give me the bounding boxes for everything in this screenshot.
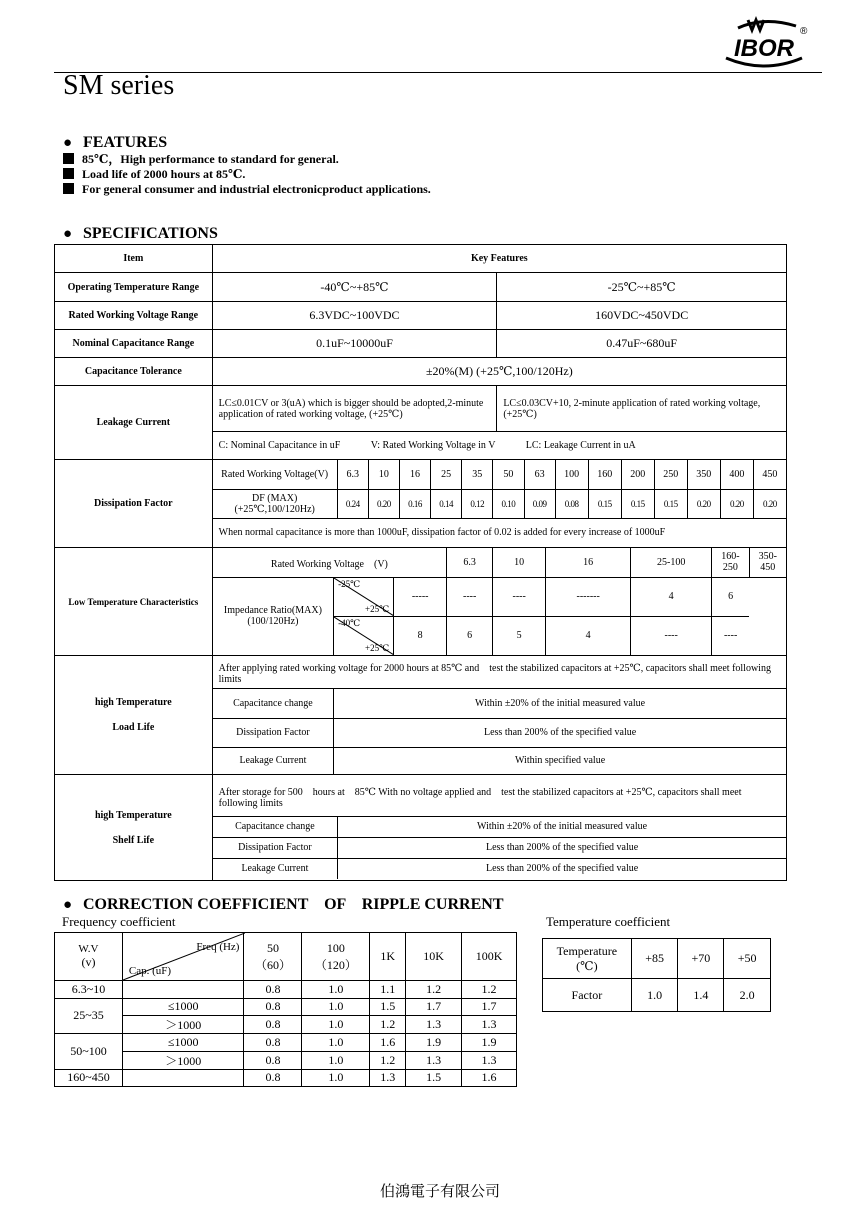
- temp-col-header: +70: [678, 939, 724, 979]
- wv-cell: 6.3~10: [55, 981, 123, 999]
- ripple-heading: CORRECTION COEFFICIENT OF RIPPLE CURRENT: [83, 896, 504, 913]
- freq-col-header: 10K: [406, 933, 462, 981]
- df-value-cell: 0.20: [720, 489, 753, 518]
- lowtemp-ratio-25: -------: [546, 577, 631, 616]
- lowtemp-table: [213, 548, 786, 655]
- df-value-cell: 0.20: [687, 489, 720, 518]
- cap-cell: [122, 1069, 244, 1087]
- freq-col-header: 100K: [462, 933, 517, 981]
- ripple-heading-row: [63, 891, 504, 914]
- df-value-cell: 0.09: [524, 489, 555, 518]
- cap-cell: ＞1000: [122, 1016, 244, 1034]
- coef-cell: 1.7: [462, 998, 517, 1016]
- cap-cell: [122, 981, 244, 999]
- temperature-label: Temperature (℃): [543, 939, 632, 979]
- voltage-a: 6.3VDC~100VDC: [212, 302, 497, 330]
- df-value-cell: 0.12: [462, 489, 493, 518]
- op-temp-a: -40℃~+85℃: [212, 273, 497, 302]
- cap-cell: ≤1000: [122, 998, 244, 1016]
- coef-cell: 1.0: [302, 998, 370, 1016]
- footer-company: 伯鴻電子有限公司: [379, 1184, 500, 1200]
- df-value-cell: 0.08: [555, 489, 588, 518]
- wv-cell: 160~450: [55, 1069, 123, 1087]
- capacitance-label: Nominal Capacitance Range: [55, 330, 213, 358]
- loadlife-cell: [212, 656, 786, 775]
- coef-cell: 0.8: [244, 1016, 302, 1034]
- df-note: When normal capacitance is more than 1000uF, dissipation factor of 0.02 is added for every increase of 1000uF: [213, 518, 786, 547]
- wv-cell: 50~100: [55, 1034, 123, 1070]
- leakage-a: LC≤0.01CV or 3(uA) which is bigger should be adopted,2-minute application of rated working voltage, (+25℃): [212, 386, 497, 432]
- lowtemp-ratio-40: ----: [712, 616, 749, 655]
- cap-cell: ≤1000: [122, 1034, 244, 1052]
- df-voltage-cell: 25: [431, 460, 462, 489]
- op-temp-b: -25℃~+85℃: [497, 273, 787, 302]
- coef-cell: 0.8: [244, 981, 302, 999]
- loadlife-label: high Temperature Load Life: [55, 656, 213, 775]
- registered-mark: ®: [800, 26, 808, 37]
- freq-col-header: 50 （60）: [244, 933, 302, 981]
- df-value-cell: 0.10: [493, 489, 524, 518]
- coef-cell: 1.3: [462, 1016, 517, 1034]
- df-voltage-cell: 350: [687, 460, 720, 489]
- df-value-cell: 0.16: [399, 489, 430, 518]
- features-heading: FEATURES: [83, 134, 168, 151]
- table-row: [55, 1016, 517, 1034]
- df-voltage-cell: 50: [493, 460, 524, 489]
- coef-cell: 1.5: [406, 1069, 462, 1087]
- lowtemp-cell: [212, 548, 786, 656]
- lowtemp-ratio-40: 5: [493, 616, 546, 655]
- frequency-coefficient-table: [54, 932, 517, 1087]
- feature-item: 85℃，High performance to standard for general.: [63, 152, 431, 167]
- coef-cell: 1.0: [302, 1069, 370, 1087]
- df-voltage-cell: 16: [399, 460, 430, 489]
- temp-col-header: +50: [724, 939, 771, 979]
- lowtemp-ratio-25: 4: [631, 577, 712, 616]
- df-max-label: DF (MAX) (+25℃,100/120Hz): [213, 489, 338, 518]
- lowtemp-ratio-25: ----: [493, 577, 546, 616]
- features-section: [63, 134, 431, 197]
- lowtemp-ratio-40: 4: [546, 616, 631, 655]
- lowtemp-label: Low Temperature Characteristics: [55, 548, 213, 656]
- coef-cell: 1.6: [462, 1069, 517, 1087]
- table-row: [55, 1069, 517, 1087]
- coef-cell: 1.7: [406, 998, 462, 1016]
- leakage-legend: C: Nominal Capacitance in uF V: Rated Working Voltage in V LC: Leakage Current in uA: [212, 432, 786, 460]
- df-value-cell: 0.15: [588, 489, 621, 518]
- df-voltage-cell: 10: [368, 460, 399, 489]
- lowtemp-ratio-25: ----: [447, 577, 493, 616]
- table-row: [55, 1034, 517, 1052]
- df-value-cell: 0.20: [368, 489, 399, 518]
- specifications-table: [54, 244, 787, 881]
- coef-cell: 1.0: [302, 1016, 370, 1034]
- leakage-b: LC≤0.03CV+10, 2-minute application of rated working voltage, (+25℃): [497, 386, 787, 432]
- shelflife-label: high Temperature Shelf Life: [55, 775, 213, 881]
- shelflife-cell: [212, 775, 786, 881]
- temperature-coefficient-table: [542, 938, 771, 1012]
- square-bullet-icon: [63, 168, 74, 179]
- bullet-icon: ●: [63, 897, 73, 913]
- coef-cell: 1.2: [370, 1016, 406, 1034]
- col-item-header: Item: [55, 245, 213, 273]
- coef-cell: 1.6: [370, 1034, 406, 1052]
- shelflife-table: After storage for 500 hours at 85℃ With no voltage applied and test the stabilized capacitors at +25℃, capacitors shall meet following limits Capacitance change Within ±20% of the initial measured value Dissipation Factor Less than 200% of the specified value Leakage Current Less than 200% of the specified value: [213, 776, 786, 879]
- leakage-label: Leakage Current: [55, 386, 213, 460]
- coef-cell: 1.2: [462, 981, 517, 999]
- freq-col-header: 1K: [370, 933, 406, 981]
- df-voltage-cell: 6.3: [337, 460, 368, 489]
- lowtemp-ratio-25: -----: [394, 577, 447, 616]
- coef-cell: 1.0: [302, 1034, 370, 1052]
- capacitance-b: 0.47uF~680uF: [497, 330, 787, 358]
- df-label: Dissipation Factor: [55, 460, 213, 548]
- df-value-cell: 0.20: [753, 489, 786, 518]
- coef-cell: 1.5: [370, 998, 406, 1016]
- coef-cell: 1.1: [370, 981, 406, 999]
- factor-label: Factor: [543, 979, 632, 1012]
- tolerance-label: Capacitance Tolerance: [55, 358, 213, 386]
- wv-header: W.V (v): [55, 933, 123, 981]
- coef-cell: 1.3: [406, 1051, 462, 1069]
- df-value-cell: 0.15: [654, 489, 687, 518]
- temp-coef-title: Temperature coefficient: [546, 914, 671, 929]
- wv-cell: 25~35: [55, 998, 123, 1034]
- df-voltage-cell: 35: [462, 460, 493, 489]
- df-table: [213, 460, 786, 547]
- freq-coef-title: Frequency coefficient: [62, 914, 176, 929]
- df-value-cell: 0.15: [621, 489, 654, 518]
- table-row: [55, 1051, 517, 1069]
- bullet-icon: ●: [63, 135, 73, 151]
- coef-cell: 1.3: [370, 1069, 406, 1087]
- page-title: SM series: [63, 70, 175, 101]
- lowtemp-ratio-25: 6: [712, 577, 749, 616]
- df-value-cell: 0.14: [431, 489, 462, 518]
- col-key-header: Key Features: [212, 245, 786, 273]
- df-voltage-cell: 100: [555, 460, 588, 489]
- loadlife-intro: After applying rated working voltage for 2000 hours at 85℃ and test the stabilized capacitors at +25℃, capacitors shall meet following limits: [213, 656, 786, 688]
- op-temp-label: Operating Temperature Range: [55, 273, 213, 302]
- voltage-label: Rated Working Voltage Range: [55, 302, 213, 330]
- lowtemp-ratio-40: 8: [394, 616, 447, 655]
- feature-item: For general consumer and industrial electronicproduct applications.: [63, 182, 431, 197]
- specs-heading: SPECIFICATIONS: [83, 225, 218, 242]
- coef-cell: 0.8: [244, 998, 302, 1016]
- df-voltage-cell: 400: [720, 460, 753, 489]
- lowtemp-voltage-cell: 160-250: [712, 548, 749, 577]
- logo-text: IBOR: [734, 35, 794, 62]
- df-voltage-cell: 160: [588, 460, 621, 489]
- temp-col-header: +85: [631, 939, 678, 979]
- shelflife-intro: After storage for 500 hours at 85℃ With no voltage applied and test the stabilized capacitors at +25℃, capacitors shall meet following limits: [213, 776, 786, 816]
- coef-cell: 1.3: [462, 1051, 517, 1069]
- coef-cell: 0.8: [244, 1069, 302, 1087]
- df-value-cell: 0.24: [337, 489, 368, 518]
- cap-cell: ＞1000: [122, 1051, 244, 1069]
- df-voltage-cell: 250: [654, 460, 687, 489]
- df-voltage-label: Rated Working Voltage(V): [213, 460, 338, 489]
- square-bullet-icon: [63, 153, 74, 164]
- table-row: [55, 981, 517, 999]
- freq-cap-header: Freq (Hz) Cap. (uF): [122, 933, 244, 981]
- bullet-icon: ●: [63, 226, 73, 242]
- coef-cell: 0.8: [244, 1051, 302, 1069]
- feature-item: Load life of 2000 hours at 85℃.: [63, 167, 431, 182]
- coef-cell: 1.0: [302, 981, 370, 999]
- lowtemp-voltage-cell: 6.3: [447, 548, 493, 577]
- df-cell: [212, 460, 786, 548]
- coef-cell: 1.9: [406, 1034, 462, 1052]
- loadlife-table: After applying rated working voltage for 2000 hours at 85℃ and test the stabilized capacitors at +25℃, capacitors shall meet following limits Capacitance change Within ±20% of the initial measured value Dissipation Factor Less than 200% of the specified value Leakage Current Within specified value: [213, 656, 786, 774]
- table-row: [55, 998, 517, 1016]
- square-bullet-icon: [63, 183, 74, 194]
- lowtemp-voltage-cell: 350-450: [749, 548, 786, 577]
- tolerance-value: ±20%(M) (+25℃,100/120Hz): [212, 358, 786, 386]
- capacitance-a: 0.1uF~10000uF: [212, 330, 497, 358]
- coef-cell: 1.9: [462, 1034, 517, 1052]
- lowtemp-ratio-40: 6: [447, 616, 493, 655]
- coef-cell: 1.2: [370, 1051, 406, 1069]
- lowtemp-voltage-label: Rated Working Voltage (V): [213, 548, 447, 577]
- specs-heading-row: [63, 225, 218, 243]
- diag-cell-40: -40℃ +25℃: [334, 616, 394, 655]
- lowtemp-voltage-cell: 10: [493, 548, 546, 577]
- lowtemp-ratio-40: ----: [631, 616, 712, 655]
- factor-cell: 1.4: [678, 979, 724, 1012]
- coef-cell: 1.2: [406, 981, 462, 999]
- voltage-b: 160VDC~450VDC: [497, 302, 787, 330]
- impedance-label: Impedance Ratio(MAX) (100/120Hz): [213, 577, 334, 655]
- factor-cell: 1.0: [631, 979, 678, 1012]
- df-voltage-cell: 200: [621, 460, 654, 489]
- coef-cell: 1.3: [406, 1016, 462, 1034]
- diag-cell-25: -25℃ +25℃: [334, 577, 394, 616]
- df-voltage-cell: 450: [753, 460, 786, 489]
- logo-icon: [718, 10, 810, 70]
- df-voltage-cell: 63: [524, 460, 555, 489]
- brand-logo: [718, 10, 810, 70]
- coef-cell: 0.8: [244, 1034, 302, 1052]
- lowtemp-voltage-cell: 16: [546, 548, 631, 577]
- freq-col-header: 100 （120）: [302, 933, 370, 981]
- lowtemp-voltage-cell: 25-100: [631, 548, 712, 577]
- factor-cell: 2.0: [724, 979, 771, 1012]
- coef-cell: 1.0: [302, 1051, 370, 1069]
